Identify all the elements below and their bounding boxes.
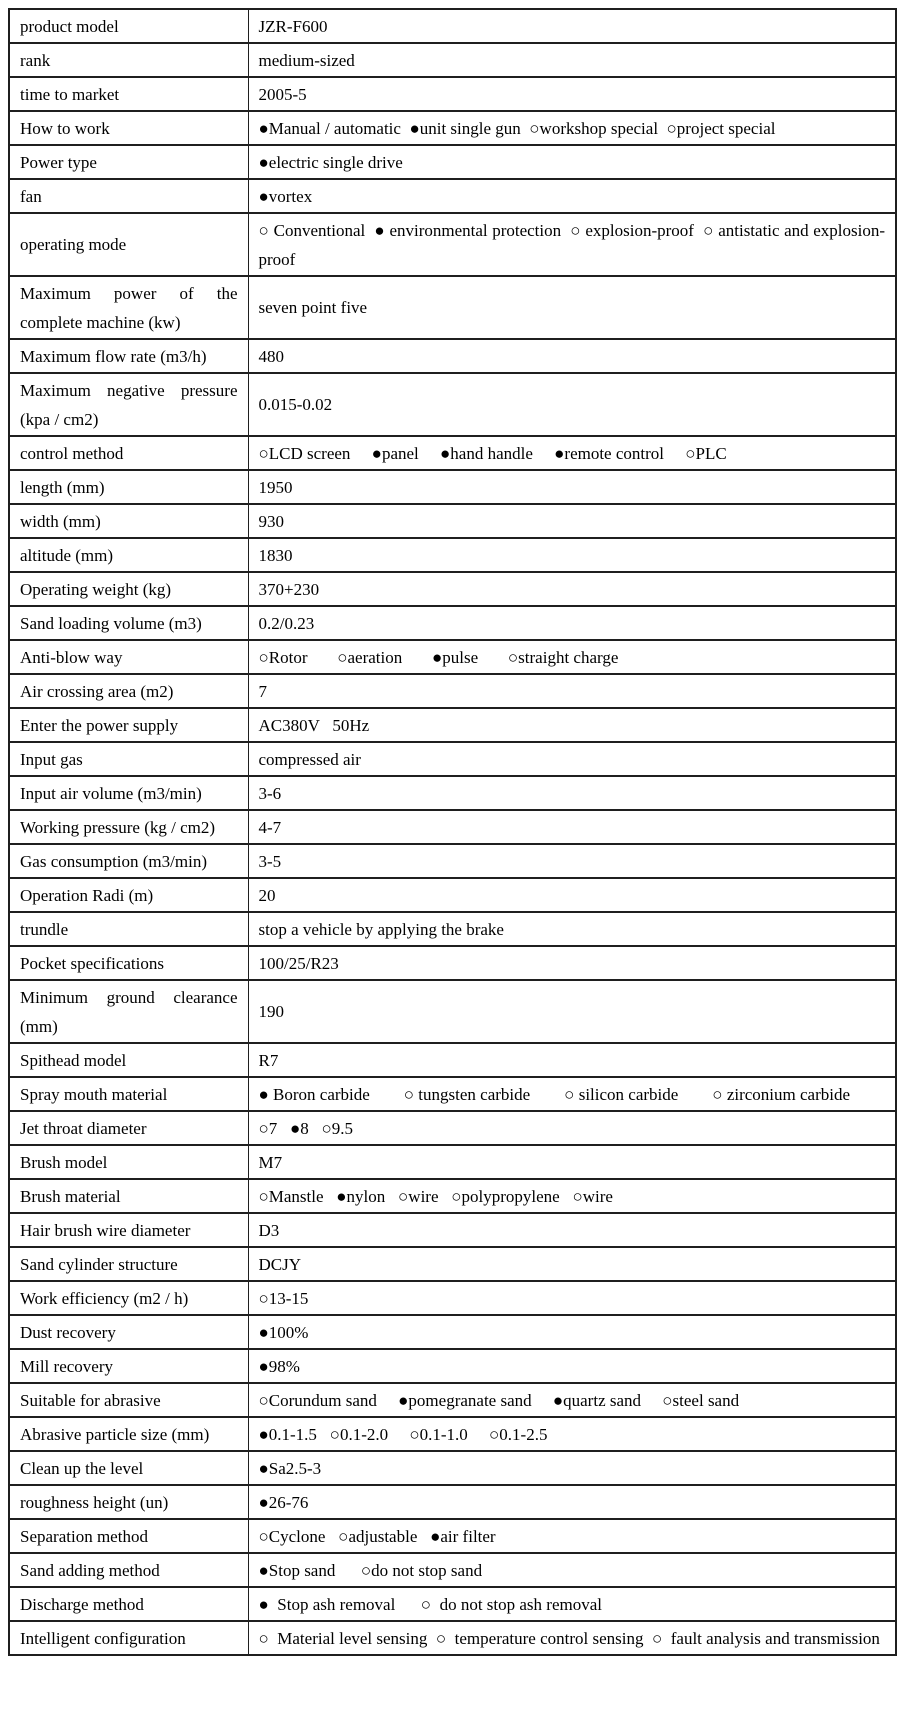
spec-label: Mill recovery: [9, 1349, 248, 1383]
spec-label: Clean up the level: [9, 1451, 248, 1485]
spec-value: ●98%: [248, 1349, 896, 1383]
spec-label: Spray mouth material: [9, 1077, 248, 1111]
spec-value: 930: [248, 504, 896, 538]
spec-label: length (mm): [9, 470, 248, 504]
table-row: [9, 640, 896, 674]
spec-value: ●vortex: [248, 179, 896, 213]
spec-value: ● Boron carbide ○ tungsten carbide ○ silicon carbide ○ zirconium carbide: [248, 1077, 896, 1111]
spec-label: width (mm): [9, 504, 248, 538]
table-row: [9, 1587, 896, 1621]
spec-value: ●Sa2.5-3: [248, 1451, 896, 1485]
spec-value: 480: [248, 339, 896, 373]
spec-value: ●electric single drive: [248, 145, 896, 179]
spec-label: How to work: [9, 111, 248, 145]
spec-label: Hair brush wire diameter: [9, 1213, 248, 1247]
table-row: [9, 77, 896, 111]
spec-label: Maximum negative pressure (kpa / cm2): [9, 373, 248, 436]
spec-value: 100/25/R23: [248, 946, 896, 980]
spec-label: Sand loading volume (m3): [9, 606, 248, 640]
table-row: [9, 844, 896, 878]
spec-value: D3: [248, 1213, 896, 1247]
table-row: [9, 538, 896, 572]
spec-value: ○ Material level sensing ○ temperature control sensing ○ fault analysis and transmission: [248, 1621, 896, 1655]
spec-label: operating mode: [9, 213, 248, 276]
spec-value: ● Stop ash removal ○ do not stop ash removal: [248, 1587, 896, 1621]
spec-label: Jet throat diameter: [9, 1111, 248, 1145]
table-row: [9, 1315, 896, 1349]
spec-value: ○Cyclone ○adjustable ●air filter: [248, 1519, 896, 1553]
spec-value: M7: [248, 1145, 896, 1179]
spec-label: control method: [9, 436, 248, 470]
table-row: [9, 1179, 896, 1213]
spec-value: ○Corundum sand ●pomegranate sand ●quartz sand ○steel sand: [248, 1383, 896, 1417]
spec-label: Input gas: [9, 742, 248, 776]
spec-value: 3-6: [248, 776, 896, 810]
table-row: [9, 1553, 896, 1587]
spec-value: 4-7: [248, 810, 896, 844]
table-row: [9, 1519, 896, 1553]
table-row: [9, 145, 896, 179]
table-row: [9, 1349, 896, 1383]
table-row: [9, 606, 896, 640]
table-row: [9, 373, 896, 436]
spec-label: Intelligent configuration: [9, 1621, 248, 1655]
table-row: [9, 1111, 896, 1145]
spec-value: ●Manual / automatic ●unit single gun ○workshop special ○project special: [248, 111, 896, 145]
table-row: [9, 1145, 896, 1179]
spec-label: Discharge method: [9, 1587, 248, 1621]
spec-value: DCJY: [248, 1247, 896, 1281]
spec-value: 0.015-0.02: [248, 373, 896, 436]
table-row: [9, 912, 896, 946]
spec-value: 20: [248, 878, 896, 912]
spec-value: 1950: [248, 470, 896, 504]
spec-value: ○ Conventional ● environmental protection ○ explosion-proof ○ antistatic and explosion-proof: [248, 213, 896, 276]
spec-value: compressed air: [248, 742, 896, 776]
table-row: [9, 1077, 896, 1111]
spec-value: R7: [248, 1043, 896, 1077]
spec-label: Suitable for abrasive: [9, 1383, 248, 1417]
table-row: [9, 1451, 896, 1485]
spec-label: Operation Radi (m): [9, 878, 248, 912]
table-row: [9, 572, 896, 606]
table-row: [9, 179, 896, 213]
spec-label: Sand adding method: [9, 1553, 248, 1587]
spec-value: ○Rotor ○aeration ●pulse ○straight charge: [248, 640, 896, 674]
spec-value: seven point five: [248, 276, 896, 339]
product-spec-table: [8, 8, 897, 1656]
spec-value: ●100%: [248, 1315, 896, 1349]
spec-label: Maximum power of the complete machine (kw): [9, 276, 248, 339]
table-row: [9, 470, 896, 504]
table-row: [9, 810, 896, 844]
spec-value: JZR-F600: [248, 9, 896, 43]
table-row: [9, 111, 896, 145]
spec-label: Air crossing area (m2): [9, 674, 248, 708]
spec-value: ○13-15: [248, 1281, 896, 1315]
table-row: [9, 9, 896, 43]
table-row: [9, 1417, 896, 1451]
table-row: [9, 742, 896, 776]
spec-label: Dust recovery: [9, 1315, 248, 1349]
spec-label: Pocket specifications: [9, 946, 248, 980]
spec-value: 3-5: [248, 844, 896, 878]
spec-label: Work efficiency (m2 / h): [9, 1281, 248, 1315]
table-row: [9, 708, 896, 742]
table-row: [9, 776, 896, 810]
table-row: [9, 946, 896, 980]
table-row: [9, 43, 896, 77]
spec-label: roughness height (un): [9, 1485, 248, 1519]
table-row: [9, 213, 896, 276]
spec-value: ●26-76: [248, 1485, 896, 1519]
spec-label: product model: [9, 9, 248, 43]
table-row: [9, 339, 896, 373]
table-row: [9, 504, 896, 538]
spec-value: ○LCD screen ●panel ●hand handle ●remote control ○PLC: [248, 436, 896, 470]
spec-value: 0.2/0.23: [248, 606, 896, 640]
spec-value: 190: [248, 980, 896, 1043]
table-row: [9, 1213, 896, 1247]
spec-value: medium-sized: [248, 43, 896, 77]
spec-label: Input air volume (m3/min): [9, 776, 248, 810]
table-row: [9, 436, 896, 470]
table-row: [9, 980, 896, 1043]
spec-label: altitude (mm): [9, 538, 248, 572]
table-row: [9, 1485, 896, 1519]
spec-value: stop a vehicle by applying the brake: [248, 912, 896, 946]
spec-table-body: [9, 9, 896, 1655]
spec-value: AC380V 50Hz: [248, 708, 896, 742]
spec-label: Power type: [9, 145, 248, 179]
table-row: [9, 1621, 896, 1655]
spec-value: 7: [248, 674, 896, 708]
spec-label: trundle: [9, 912, 248, 946]
spec-label: fan: [9, 179, 248, 213]
spec-value: ○7 ●8 ○9.5: [248, 1111, 896, 1145]
spec-value: ●0.1-1.5 ○0.1-2.0 ○0.1-1.0 ○0.1-2.5: [248, 1417, 896, 1451]
spec-label: Minimum ground clearance (mm): [9, 980, 248, 1043]
spec-label: Brush model: [9, 1145, 248, 1179]
spec-label: Working pressure (kg / cm2): [9, 810, 248, 844]
table-row: [9, 1383, 896, 1417]
spec-label: Operating weight (kg): [9, 572, 248, 606]
spec-label: Gas consumption (m3/min): [9, 844, 248, 878]
spec-label: time to market: [9, 77, 248, 111]
table-row: [9, 1043, 896, 1077]
spec-value: 2005-5: [248, 77, 896, 111]
table-row: [9, 1281, 896, 1315]
spec-value: 1830: [248, 538, 896, 572]
spec-label: Spithead model: [9, 1043, 248, 1077]
spec-value: 370+230: [248, 572, 896, 606]
spec-label: Abrasive particle size (mm): [9, 1417, 248, 1451]
table-row: [9, 674, 896, 708]
spec-label: Anti-blow way: [9, 640, 248, 674]
table-row: [9, 878, 896, 912]
spec-label: Brush material: [9, 1179, 248, 1213]
spec-value: ●Stop sand ○do not stop sand: [248, 1553, 896, 1587]
table-row: [9, 1247, 896, 1281]
table-row: [9, 276, 896, 339]
spec-label: Sand cylinder structure: [9, 1247, 248, 1281]
spec-label: rank: [9, 43, 248, 77]
spec-label: Separation method: [9, 1519, 248, 1553]
spec-value: ○Manstle ●nylon ○wire ○polypropylene ○wire: [248, 1179, 896, 1213]
spec-label: Enter the power supply: [9, 708, 248, 742]
spec-label: Maximum flow rate (m3/h): [9, 339, 248, 373]
